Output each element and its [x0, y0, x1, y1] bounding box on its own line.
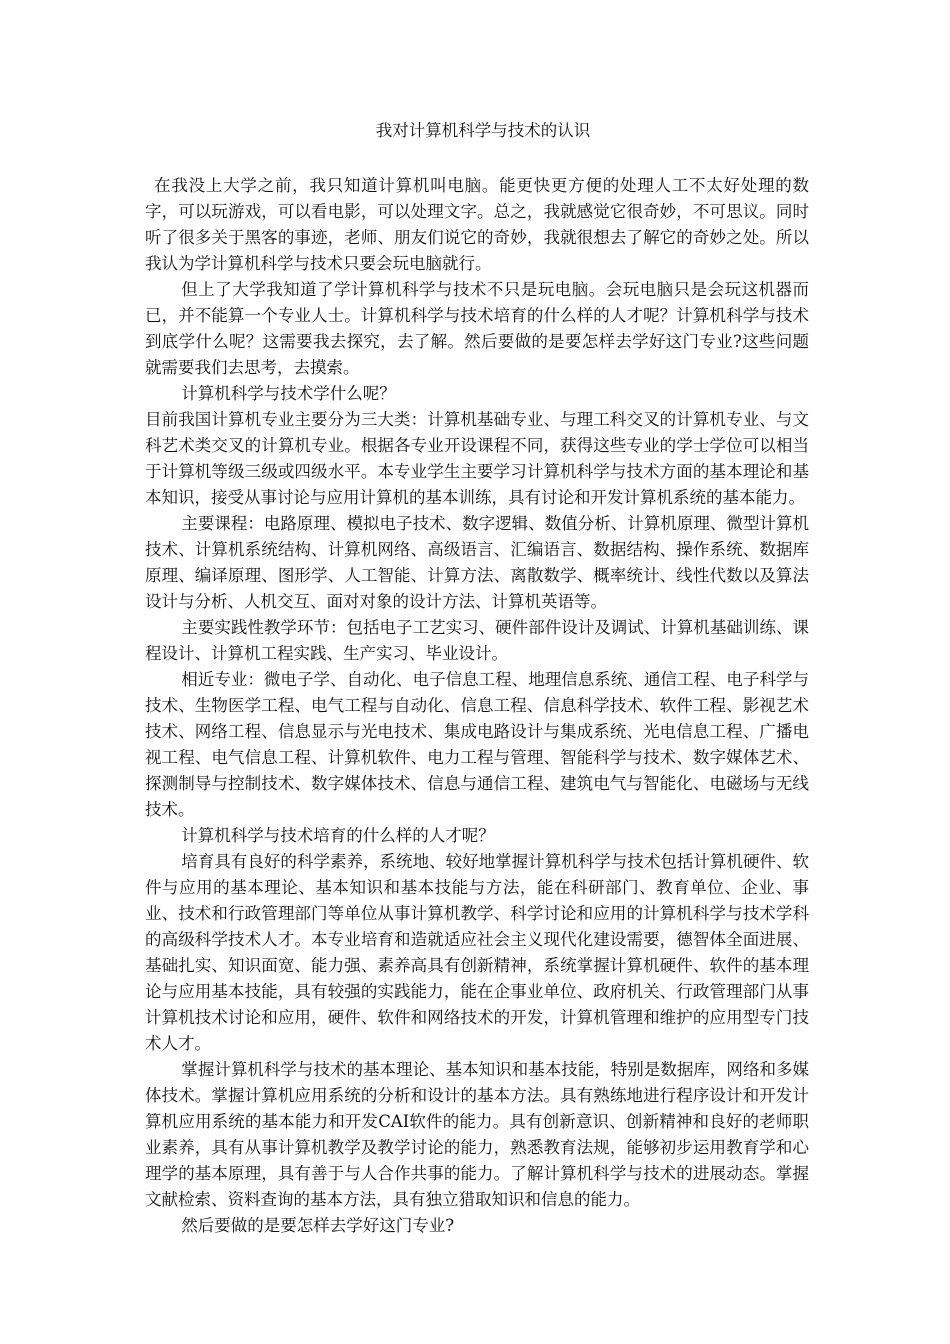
- heading-what-to-learn: 计算机科学与技术学什么呢？: [181, 384, 396, 403]
- paragraph-practice: 主要实践性教学环节：包括电子工艺实习、硬件部件设计及调试、计算机基础训练、课程设计、计算机工程实践、生产实习、毕业设计。: [145, 618, 809, 663]
- paragraph-related-majors: 相近专业：微电子学、自动化、电子信息工程、地理信息系统、通信工程、电子科学与技术、生物医学工程、电气工程与自动化、信息工程、信息科学技术、软件工程、影视艺术技术、网络工程、信息显示与光电技术、集成电路设计与集成系统、光电信息工程、广播电视工程、电气信息工程、计算机软件、电力工程与管理、智能科学与技术、数字媒体艺术、探测制导与控制技术、数字媒体技术、信息与通信工程、建筑电气与智能化、电磁场与无线技术。: [145, 670, 809, 819]
- paragraph-main-courses: 主要课程：电路原理、模拟电子技术、数字逻辑、数值分析、计算机原理、微型计算机技术、计算机系统结构、计算机网络、高级语言、汇编语言、数据结构、操作系统、数据库原理、编译原理、图形学、人工智能、计算方法、离散数学、概率统计、线性代数以及算法设计与分析、人机交互、面对对象的设计方法、计算机英语等。: [145, 514, 809, 611]
- paragraph-talent-goal: 培育具有良好的科学素养，系统地、较好地掌握计算机科学与技术包括计算机硬件、软件与应用的基本理论、基本知识和基本技能与方法，能在科研部门、教育单位、企业、事业、技术和行政管理部门等单位从事计算机教学、科学讨论和应用的计算机科学与技术学科的高级科学技术人才。本专业培育和造就适应社会主义现代化建设需要，德智体全面进展、基础扎实、知识面宽、能力强、素养高具有创新精神，系统掌握计算机硬件、软件的基本理论与应用基本技能，具有较强的实践能力，能在企事业单位、政府机关、行政管理部门从事计算机技术讨论和应用，硬件、软件和网络技术的开发，计算机管理和维护的应用型专门技术人才。: [145, 852, 809, 1053]
- paragraph-intro: 在我没上大学之前，我只知道计算机叫电脑。能更快更方便的处理人工不太好处理的数字，可以玩游戏，可以看电影，可以处理文字。总之，我就感觉它很奇妙，不可思议。同时听了很多关于黑客的事迹，老师、朋友们说它的奇妙，我就很想去了解它的奇妙之处。所以我认为学计算机科学与技术只要会玩电脑就行。: [145, 176, 809, 273]
- document-page: [145, 118, 809, 1239]
- heading-how-to-learn: 然后要做的是要怎样去学好这门专业?: [181, 1216, 455, 1235]
- paragraph-categories: 目前我国计算机专业主要分为三大类：计算机基础专业、与理工科交叉的计算机专业、与文科艺术类交叉的计算机专业。根据各专业开设课程不同，获得这些专业的学士学位可以相当于计算机等级三级或四级水平。本专业学生主要学习计算机科学与技术方面的基本理论和基本知识，接受从事讨论与应用计算机的基本训练，具有讨论和开发计算机系统的基本能力。: [145, 410, 809, 507]
- paragraph-skills: 掌握计算机科学与技术的基本理论、基本知识和基本技能，特别是数据库，网络和多媒体技术。掌握计算机应用系统的分析和设计的基本方法。具有熟练地进行程序设计和开发计算机应用系统的基本能力和开发CAI软件的能力。具有创新意识、创新精神和良好的老师职业素养，具有从事计算机教学及教学讨论的能力，熟悉教育法规，能够初步运用教育学和心理学的基本原理，具有善于与人合作共事的能力。了解计算机科学与技术的进展动态。掌握文献检索、资料查询的基本方法，具有独立猎取知识和信息的能力。: [145, 1060, 809, 1209]
- heading-talent: 计算机科学与技术培育的什么样的人才呢？: [181, 826, 495, 845]
- paragraph-university: 但上了大学我知道了学计算机科学与技术不只是玩电脑。会玩电脑只是会玩这机器而已，并不能算一个专业人士。计算机科学与技术培育的什么样的人才呢？计算机科学与技术到底学什么呢？这需要我去探究，去了解。然后要做的是要怎样去学好这门专业?这些问题就需要我们去思考，去摸索。: [145, 280, 809, 377]
- document-title: 我对计算机科学与技术的认识: [375, 121, 591, 140]
